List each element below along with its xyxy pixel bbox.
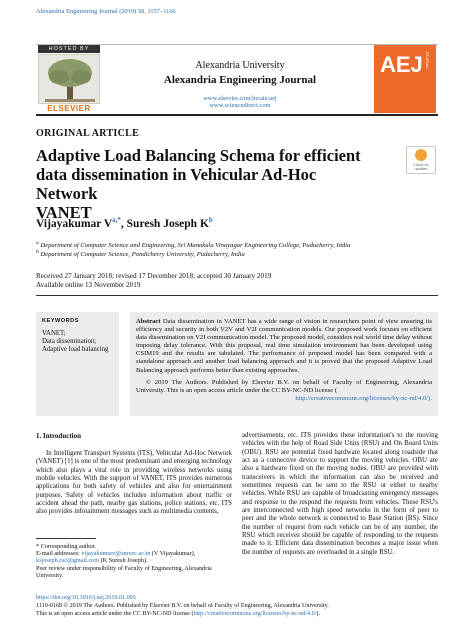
keywords-heading: KEYWORDS (42, 318, 79, 324)
affiliation-sup: a (36, 240, 39, 246)
author-name: Suresh Joseph K (126, 217, 209, 230)
intro-column-left (36, 450, 232, 517)
check-for-updates-button[interactable]: Check for updates (406, 146, 436, 174)
affiliation-sup: b (36, 249, 39, 255)
journal-citation[interactable]: Alexandria Engineering Journal (2019) 58, 1157–1166 (36, 8, 176, 15)
cover-side-text: JOURNAL (425, 51, 430, 70)
section-heading: 1. Introduction (36, 432, 81, 440)
sciencedirect-link[interactable]: www.sciencedirect.com (209, 102, 271, 109)
email-owner: (V Vijayakumar), (150, 550, 196, 558)
title-line: data dissemination in Vehicular Ad-Hoc Network (36, 165, 317, 203)
abstract-box (130, 312, 438, 416)
intro-column-right (242, 432, 438, 557)
license-post: ). (316, 611, 320, 617)
corresponding-author: * Corresponding author. (36, 543, 96, 550)
abstract-text: Data dissemination in VANET has a wide range of vision in researchers point of view ensuring its efficiency and security in both V2V and V2I communication models. Our proposed work focuses on efficient data dissemination on V2I communication model. The proposed model, considers real world time delay without imposing delay tolerance. With this proposal, real time simulation environment has been developed using CSIM19 and the results are tabulated. The performance of proposed model has been compared with a standalone approach and another load balancing approach and it is proved that the proposed Adaptive Load Balancing approach performs better than existing approaches. (136, 318, 433, 374)
author-sup[interactable]: b (208, 216, 213, 224)
journal-title: Alexandria Engineering Journal (163, 74, 317, 86)
email-link[interactable]: ksjoseph.csc@gmail.com (36, 557, 100, 565)
keyword: Adaptive load balancing (42, 346, 109, 354)
received-dates: Received 27 January 2018; revised 17 December 2018; accepted 30 January 2019 (36, 272, 272, 280)
affiliation-text: Department of Computer Science and Engineering, Sri Manakula Vinayagar Engineering College, Puducherry, India (38, 242, 351, 250)
affiliation (36, 240, 350, 249)
email-link[interactable]: vijayakumarv@smvec.ac.in (81, 550, 151, 558)
license-link[interactable]: http://creativecommons.org/licenses/by-nc-nd/4.0/ (193, 611, 317, 617)
email-owner: (K Suresh Joseph). (99, 557, 148, 565)
affiliation-text: Department of Computer Science, Pondicherry University, Puducherry, India (38, 251, 245, 259)
elsevier-tree-logo (38, 54, 100, 104)
email-label: E-mail addresses: (36, 550, 82, 558)
author-separator: , (120, 217, 127, 230)
copyright-end: ). (428, 394, 432, 402)
affiliation (36, 249, 245, 258)
abstract-body (136, 318, 432, 375)
keyword: VANET; (42, 330, 66, 337)
footnote-rule (36, 538, 96, 539)
title-line: Adaptive Load Balancing Schema for efficient (36, 146, 361, 165)
title-line: VANET (36, 203, 92, 222)
copyright-line: 1110-0168 © 2019 The Authors. Published by Elsevier B.V. on behalf of Faculty of Engineering, Alexandria University. (36, 603, 329, 609)
article-type: ORIGINAL ARTICLE (36, 128, 140, 139)
paragraph: advertisements, etc. ITS provides these information's to the moving vehicles with the help of Road Side Units (RSU) and On Board Units (OBU). RSU are potential fixed hardware located along roadside that act as a connective device to support the moving vehicles. OBU are also a hardware fixed on the moving nodes. OBU are provided with transceivers in which the information can also be received and sometimes requests can be sent to the RSU or either to nearby vehicles. While RSU are capable of broadcasting emergency messages and response to the respond the requests from vehicles. These RSU's are interconnected with high speed networks in the form of peer to peer and the whole network is connected to Base Station (BS). Since the number of request from each vehicle can be of any number, the RSU which receives should be capable of responding to the requests made to it. Efficient data dissemination becomes a major issue when the number of requests are overloaded in a single RSU. (242, 432, 438, 556)
license-link[interactable] (136, 395, 432, 403)
journal-cover-image (374, 45, 436, 113)
tree-icon (39, 55, 101, 105)
author-list (36, 216, 213, 230)
cover-letters: AEJ (380, 52, 423, 77)
keyword: Data dissemination; (42, 338, 97, 346)
available-online-date: Available online 13 November 2019 (36, 281, 141, 289)
author-name: Vijayakumar V (36, 217, 113, 230)
license-line (36, 611, 320, 617)
elsevier-wordmark: ELSEVIER (47, 104, 91, 113)
hosted-by-label: HOSTED BY (38, 45, 100, 53)
doi-link[interactable]: https://doi.org/10.1016/j.aej.2019.01.005 (36, 595, 136, 601)
email-addresses (36, 550, 232, 564)
university-name: Alexandria University (195, 60, 285, 71)
abstract-copyright (136, 379, 432, 403)
paragraph: In Intelligent Transport Systems (ITS), Vehicular Ad-Hoc Network (VANET) [1] is one of the most predominant and emerging technology which also plays a vital role in providing wireless networks using mobile vehicles. With the support of VANET, ITS provides numerous applications for both safety of vehicles and also for entertainment purposes. Safety of vehicles includes information about traffic or accident ahead the path, nearby gas stations, police stations, etc. ITS also provides infotainment messages such as multimedia contents, (36, 450, 232, 516)
license-pre: This is an open access article under the CC BY-NC-ND license ( (36, 611, 194, 617)
copyright-text: © 2019 The Authors. Published by Elsevier B.V. on behalf of Faculty of Engineering, Alexandria University. This is an open access article under the CC BY-NC-ND license ( (136, 378, 432, 394)
journal-url-link[interactable]: www.elsevier.com/locate/aej (203, 95, 277, 102)
divider (36, 295, 438, 296)
keywords-box (36, 312, 119, 416)
abstract-label: Abstract (136, 318, 161, 325)
footnotes (36, 543, 232, 579)
peer-review-note: Peer review under responsibility of Faculty of Engineering, Alexandria University. (36, 564, 212, 579)
license-url[interactable]: http://creativecommons.org/licenses/by-nc-nd/4.0/ (295, 394, 429, 402)
author-sup[interactable]: a,* (112, 216, 121, 224)
article-title (36, 146, 376, 222)
update-icon (415, 149, 427, 161)
